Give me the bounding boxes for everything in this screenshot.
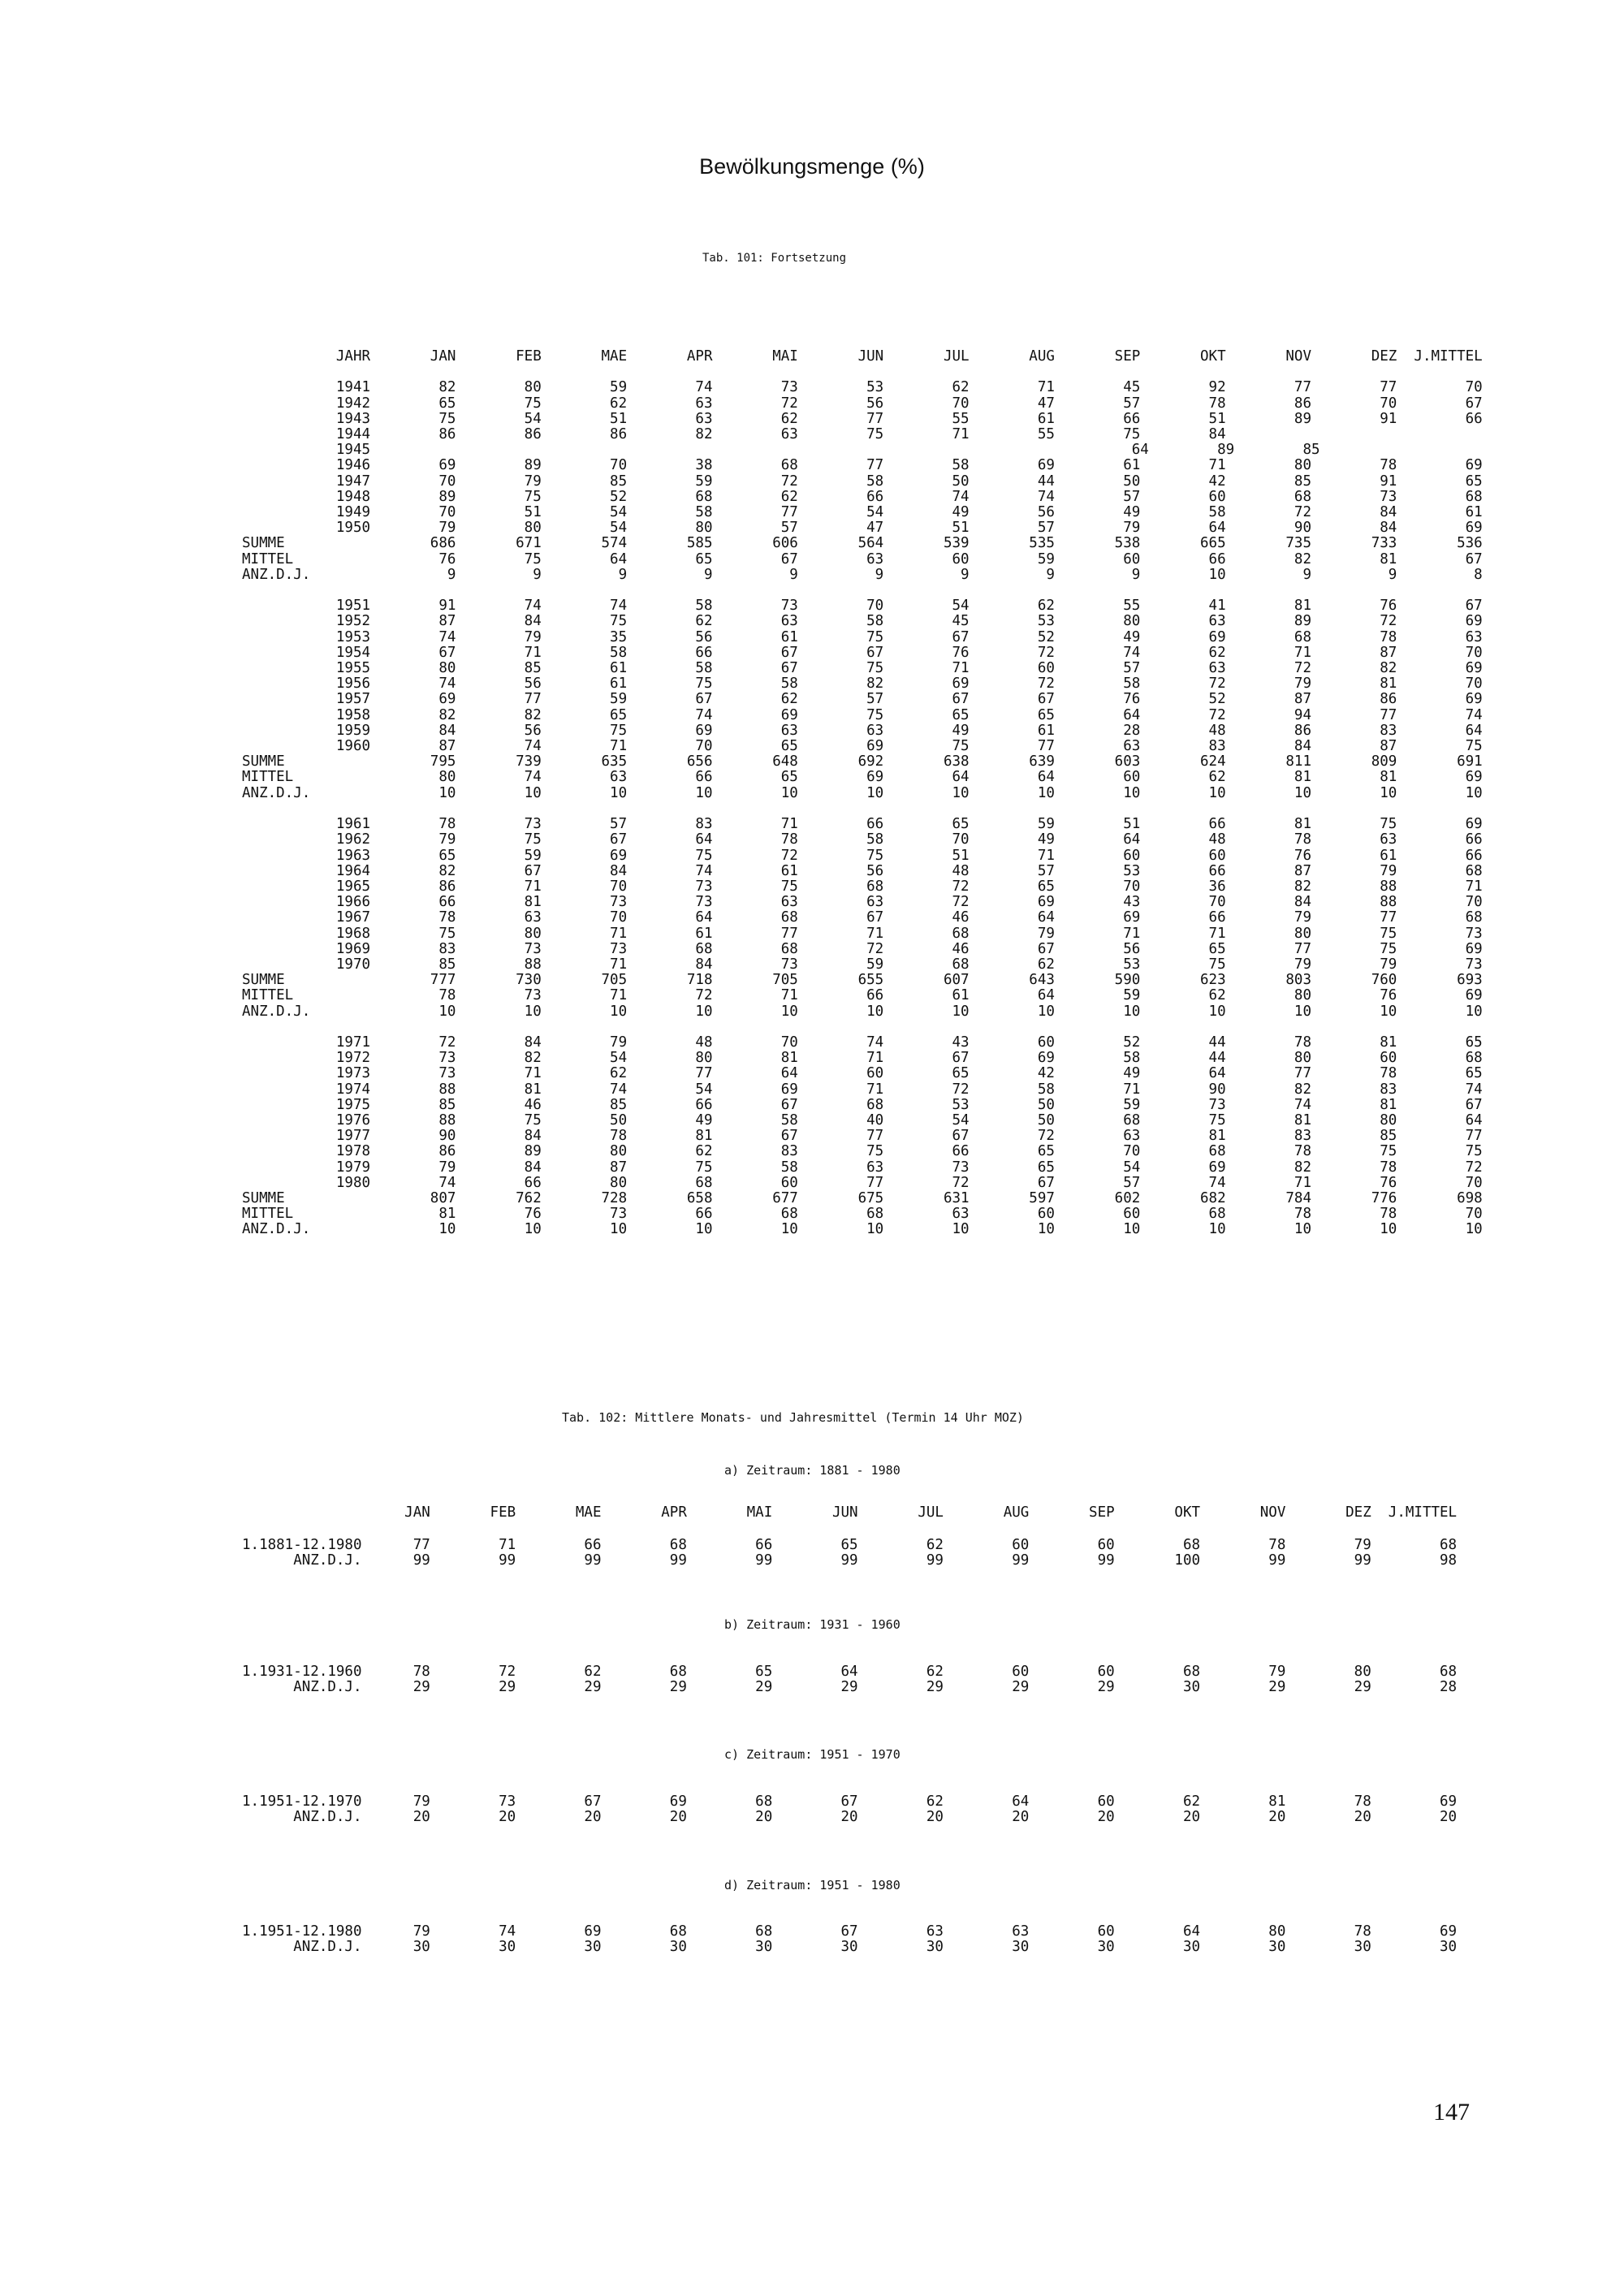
table-row: 1969 83 73 73 68 68 72 46 67 56 65 77 75 69	[242, 940, 1483, 957]
table-row: 1950 79 80 54 80 57 47 51 57 79 64 90 84 69	[242, 520, 1483, 537]
table-row: 1976 88 75 50 49 58 40 54 50 68 75 81 80 64	[242, 1111, 1483, 1129]
table-row: 1974 88 81 74 54 69 71 72 58 71 90 82 83 74	[242, 1081, 1483, 1098]
table-row: 1977 90 84 78 81 67 77 67 72 63 81 83 85 77	[242, 1128, 1483, 1145]
table-row: MITTEL 76 75 64 65 67 63 60 59 60 66 82 81 67	[242, 550, 1483, 568]
table-row: 1951 91 74 74 58 73 70 54 62 55 41 81 76 67	[242, 598, 1483, 615]
table-row: 1965 86 71 70 73 75 68 72 65 70 36 82 88 71	[242, 878, 1483, 895]
table-row: 1952 87 84 75 62 63 58 45 53 80 63 89 72 69	[242, 613, 1483, 630]
section-c-row-years: ANZ.D.J. 20 20 20 20 20 20 20 20 20 20 20 20 20	[242, 1809, 1458, 1825]
table-row: 1968 75 80 71 61 77 71 68 79 71 71 80 75 73	[242, 925, 1483, 942]
table-row: 1956 74 56 61 75 58 82 69 72 58 72 79 81 70	[242, 675, 1483, 693]
table-spacer	[242, 583, 1483, 598]
table-row: ANZ.D.J. 10 10 10 10 10 10 10 10 10 10 10 10 10	[242, 1221, 1483, 1238]
table-row: 1941 82 80 59 74 73 53 62 71 45 92 77 77 70	[242, 379, 1483, 396]
table-row: 1964 82 67 84 74 61 56 48 57 53 66 87 79 68	[242, 862, 1483, 879]
section-c-label: c) Zeitraum: 1951 - 1970	[724, 1747, 901, 1762]
table-row: 1973 73 71 62 77 64 60 65 42 49 64 77 78 65	[242, 1065, 1483, 1082]
table-row: SUMME 807 762 728 658 677 675 631 597 602 682 784 776 698	[242, 1189, 1483, 1206]
table-row: ANZ.D.J. 10 10 10 10 10 10 10 10 10 10 10 10 10	[242, 1003, 1483, 1020]
table-row: SUMME 686 671 574 585 606 564 539 535 538 665 735 733 536	[242, 535, 1483, 552]
table-row: SUMME 795 739 635 656 648 692 638 639 603 624 811 809 691	[242, 753, 1483, 770]
table-row: 1942 65 75 62 63 72 56 70 47 57 78 86 70 67	[242, 395, 1483, 412]
table-row: 1966 66 81 73 73 63 63 72 69 43 70 84 88 70	[242, 894, 1483, 911]
section-a-row-period: 1.1881-12.1980 77 71 66 68 66 65 62 60 60 68 78 79 68	[242, 1537, 1458, 1553]
table-row: SUMME 777 730 705 718 705 655 607 643 590 623 803 760 693	[242, 972, 1483, 989]
table-spacer	[242, 365, 1483, 380]
table-row: 1979 79 84 87 75 58 63 73 65 54 69 82 78 72	[242, 1159, 1483, 1176]
page-title: Bewölkungsmenge (%)	[699, 154, 925, 179]
table-row: JAHR JAN FEB MAE APR MAI JUN JUL AUG SEP OKT NOV DEZ J.MITTEL	[242, 348, 1483, 365]
section-d-row-years: ANZ.D.J. 30 30 30 30 30 30 30 30 30 30 30 30 30	[242, 1939, 1458, 1955]
table-row: 1957 69 77 59 67 62 57 67 67 76 52 87 86 69	[242, 691, 1483, 708]
table-spacer	[242, 801, 1483, 817]
section-a-row-years: ANZ.D.J. 99 99 99 99 99 99 99 99 99 100 99 99 98	[242, 1552, 1458, 1569]
table-row: 1958 82 82 65 74 69 75 65 65 64 72 94 77 74	[242, 706, 1483, 723]
table-row: 1953 74 79 35 56 61 75 67 52 49 69 68 78 63	[242, 628, 1483, 645]
table-row: MITTEL 78 73 71 72 71 66 61 64 59 62 80 76 69	[242, 987, 1483, 1004]
table-102-header: JAN FEB MAE APR MAI JUN JUL AUG SEP OKT NOV DEZ J.MITTEL	[242, 1504, 1458, 1521]
table-row: 1975 85 46 85 66 67 68 53 50 59 73 74 81 67	[242, 1096, 1483, 1113]
table-row: 1944 86 86 86 82 63 75 71 55 75 84	[242, 426, 1226, 443]
table-row: 1972 73 82 54 80 81 71 67 69 58 44 80 60 68	[242, 1050, 1483, 1067]
page-number: 147	[1433, 2099, 1470, 2126]
table-row: 1954 67 71 58 66 67 67 76 72 74 62 71 87 70	[242, 644, 1483, 661]
section-b-label: b) Zeitraum: 1931 - 1960	[724, 1617, 901, 1632]
table-row: 1963 65 59 69 75 72 75 51 71 60 60 76 61 66	[242, 847, 1483, 864]
table-row: 1978 86 89 80 62 83 75 66 65 70 68 78 75 75	[242, 1143, 1483, 1160]
table-row: 1980 74 66 80 68 60 77 72 67 57 74 71 76 70	[242, 1174, 1483, 1191]
table-row: ANZ.D.J. 9 9 9 9 9 9 9 9 9 10 9 9 8	[242, 566, 1483, 583]
table-spacer	[242, 1020, 1483, 1035]
section-c-row-period: 1.1951-12.1970 79 73 67 69 68 67 62 64 60 62 81 78 69	[242, 1793, 1458, 1810]
table-row: 1955 80 85 61 58 67 75 71 60 57 63 72 82 69	[242, 660, 1483, 677]
table-row: ANZ.D.J. 10 10 10 10 10 10 10 10 10 10 10 10 10	[242, 784, 1483, 801]
table-row: 1949 70 51 54 58 77 54 49 56 49 58 72 84 61	[242, 504, 1483, 521]
table-row: 1962 79 75 67 64 78 58 70 49 64 48 78 63 66	[242, 831, 1483, 848]
table-row: 1947 70 79 85 59 72 58 50 44 50 42 85 91 65	[242, 473, 1483, 490]
table-101-caption: Tab. 101: Fortsetzung	[702, 252, 847, 265]
table-row: 1961 78 73 57 83 71 66 65 59 51 66 81 75 69	[242, 816, 1483, 833]
table-row: 1948 89 75 52 68 62 66 74 74 57 60 68 73 68	[242, 488, 1483, 505]
table-row: 1945 64 89 85	[242, 442, 1320, 459]
section-d-row-period: 1.1951-12.1980 79 74 69 68 68 67 63 63 60 64 80 78 69	[242, 1923, 1458, 1940]
table-101	[242, 349, 1483, 1238]
table-row: 1946 69 89 70 38 68 77 58 69 61 71 80 78 69	[242, 457, 1483, 474]
table-row: MITTEL 80 74 63 66 65 69 64 64 60 62 81 81 69	[242, 769, 1483, 786]
table-row: 1959 84 56 75 69 63 63 49 61 28 48 86 83 64	[242, 722, 1483, 739]
table-row: 1960 87 74 71 70 65 69 75 77 63 83 84 87 75	[242, 738, 1483, 755]
table-row: MITTEL 81 76 73 66 68 68 63 60 60 68 78 78 70	[242, 1206, 1483, 1223]
table-row: 1970 85 88 71 84 73 59 68 62 53 75 79 79 73	[242, 956, 1483, 973]
table-row: 1943 75 54 51 63 62 77 55 61 66 51 89 91 66	[242, 410, 1483, 427]
table-row: 1967 78 63 70 64 68 67 46 64 69 66 79 77 68	[242, 909, 1483, 926]
section-d-label: d) Zeitraum: 1951 - 1980	[724, 1878, 901, 1892]
table-102-caption: Tab. 102: Mittlere Monats- und Jahresmittel (Termin 14 Uhr MOZ)	[562, 1410, 1024, 1425]
table-row: 1971 72 84 79 48 70 74 43 60 52 44 78 81 65	[242, 1034, 1483, 1051]
section-b-row-years: ANZ.D.J. 29 29 29 29 29 29 29 29 29 30 29 29 28	[242, 1679, 1458, 1695]
section-a-label: a) Zeitraum: 1881 - 1980	[724, 1463, 901, 1478]
section-b-row-period: 1.1931-12.1960 78 72 62 68 65 64 62 60 60 68 79 80 68	[242, 1664, 1458, 1680]
